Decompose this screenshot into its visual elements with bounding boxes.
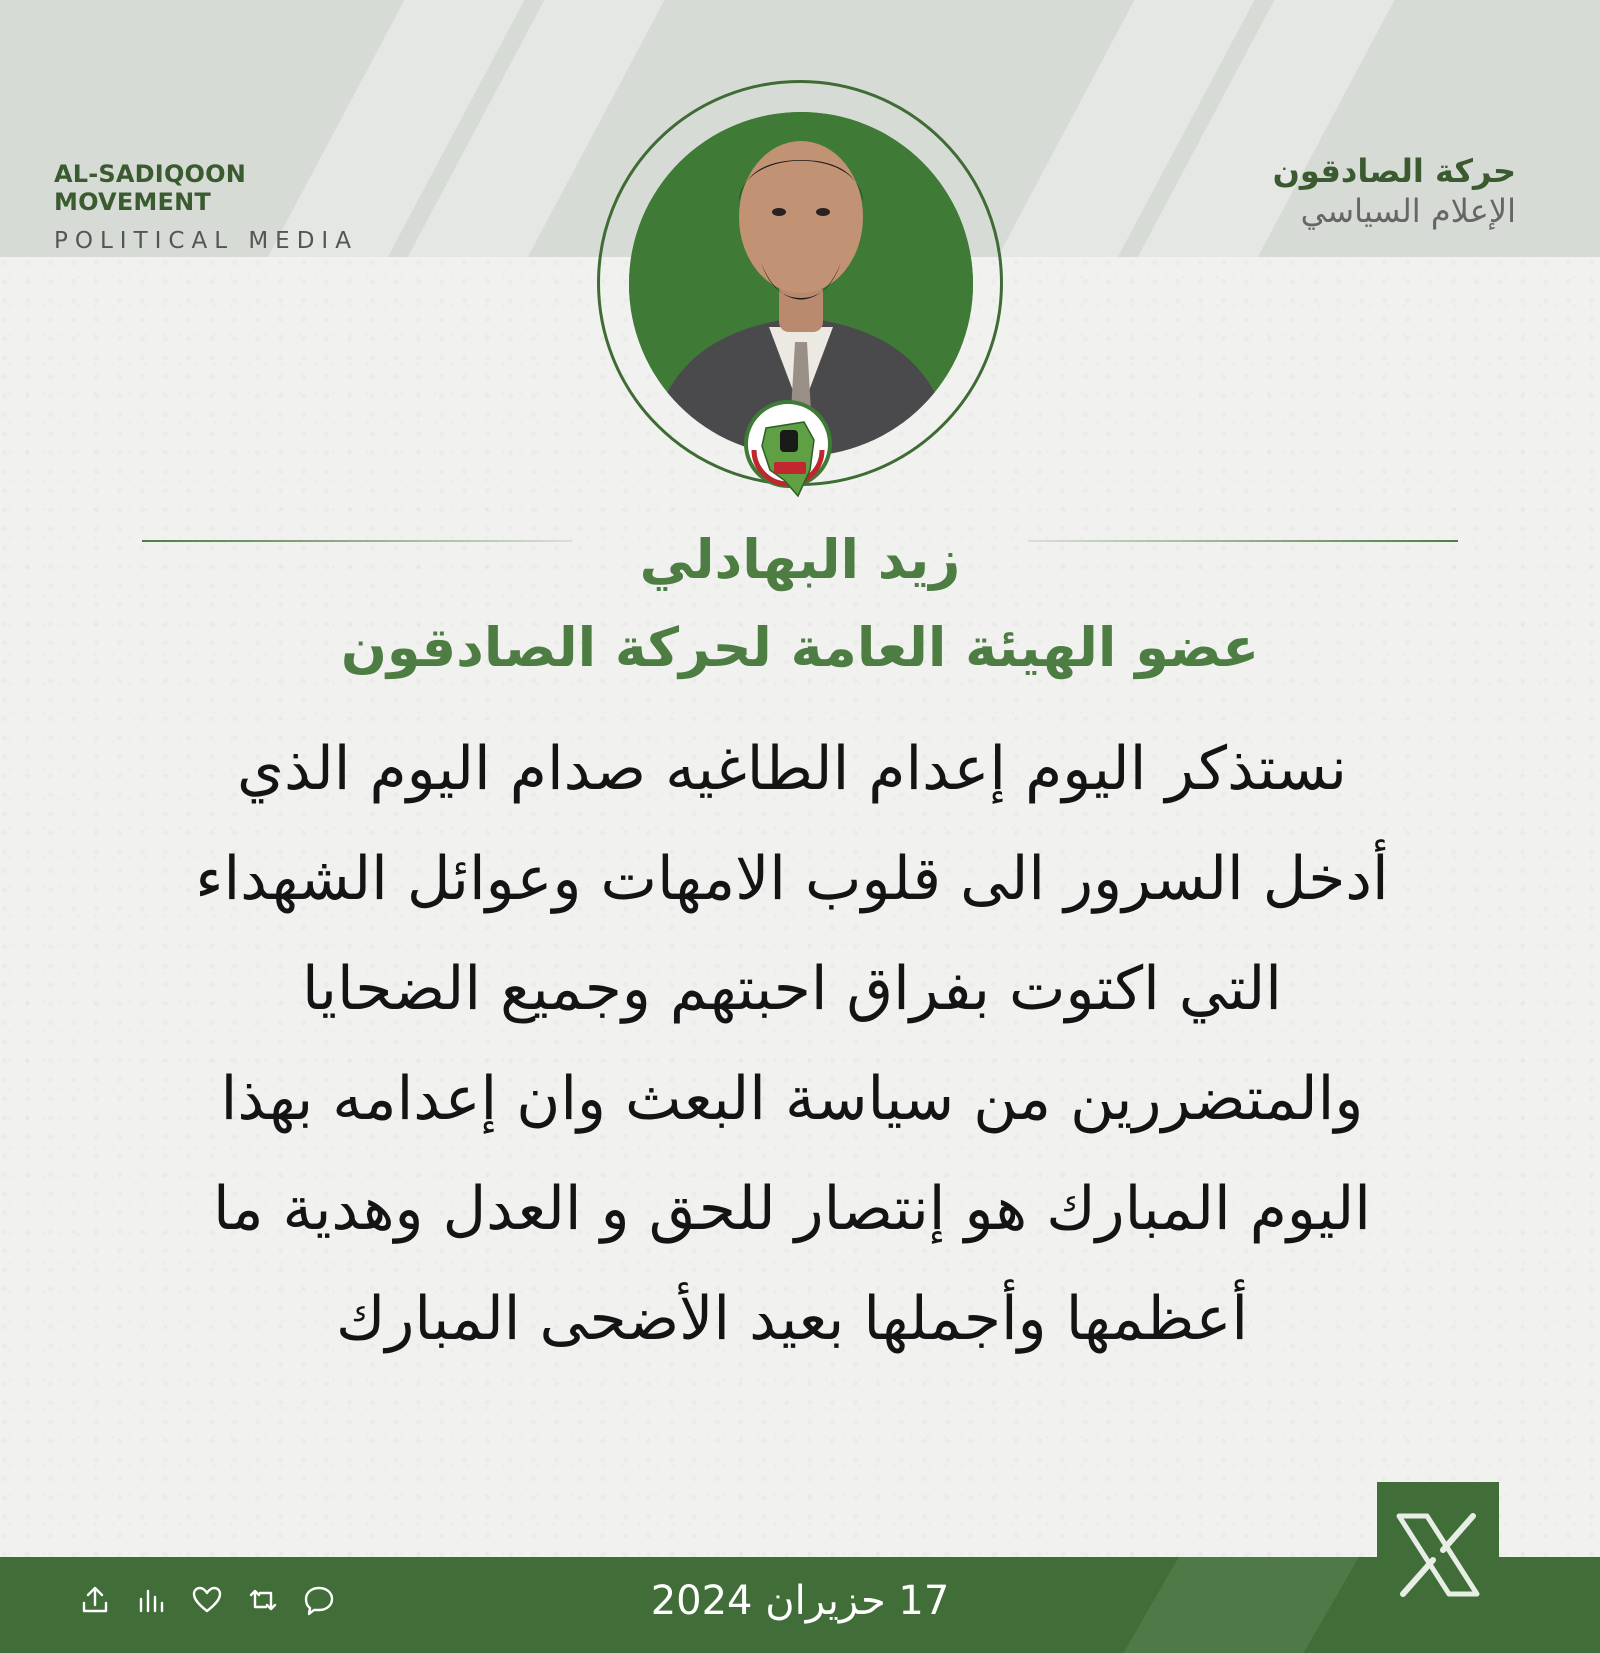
x-logo-box (1377, 1482, 1499, 1653)
post-date: 17 حزيران 2024 (650, 1578, 950, 1624)
brand-english-subtitle: POLITICAL MEDIA (54, 228, 358, 254)
brand-english-name: AL-SADIQOON MOVEMENT (54, 160, 247, 216)
message-line: والمتضررين من سياسة البعث وان إعدامه بهذا (220, 1064, 1364, 1134)
brand-arabic-subtitle: الإعلام السياسي (1300, 192, 1516, 230)
views-icon[interactable] (134, 1583, 168, 1617)
person-name: زيد البهادلي (639, 528, 961, 591)
brand-english (54, 160, 394, 254)
message-line: أدخل السرور الى قلوب الامهات وعوائل الشهداء (195, 844, 1389, 914)
repost-icon[interactable] (246, 1583, 280, 1617)
message-line: أعظمها وأجملها بعيد الأضحى المبارك (335, 1284, 1249, 1354)
brand-arabic (1273, 152, 1516, 230)
like-icon[interactable] (190, 1583, 224, 1617)
message-line: التي اكتوت بفراق احبتهم وجميع الضحايا (302, 954, 1282, 1024)
message-line: اليوم المبارك هو إنتصار للحق و العدل وهدية ما (213, 1174, 1371, 1244)
share-icon[interactable] (78, 1583, 112, 1617)
message-text (104, 714, 1480, 1374)
x-logo-icon (1393, 1510, 1483, 1600)
person-title: عضو الهيئة العامة لحركة الصادقون (340, 616, 1260, 679)
brand-arabic-name: حركة الصادقون (1272, 152, 1516, 190)
message-line: نستذكر اليوم إعدام الطاغيه صدام اليوم الذي (237, 734, 1347, 804)
reply-icon[interactable] (302, 1583, 336, 1617)
party-emblem-logo (744, 400, 832, 504)
post-actions (78, 1583, 336, 1617)
